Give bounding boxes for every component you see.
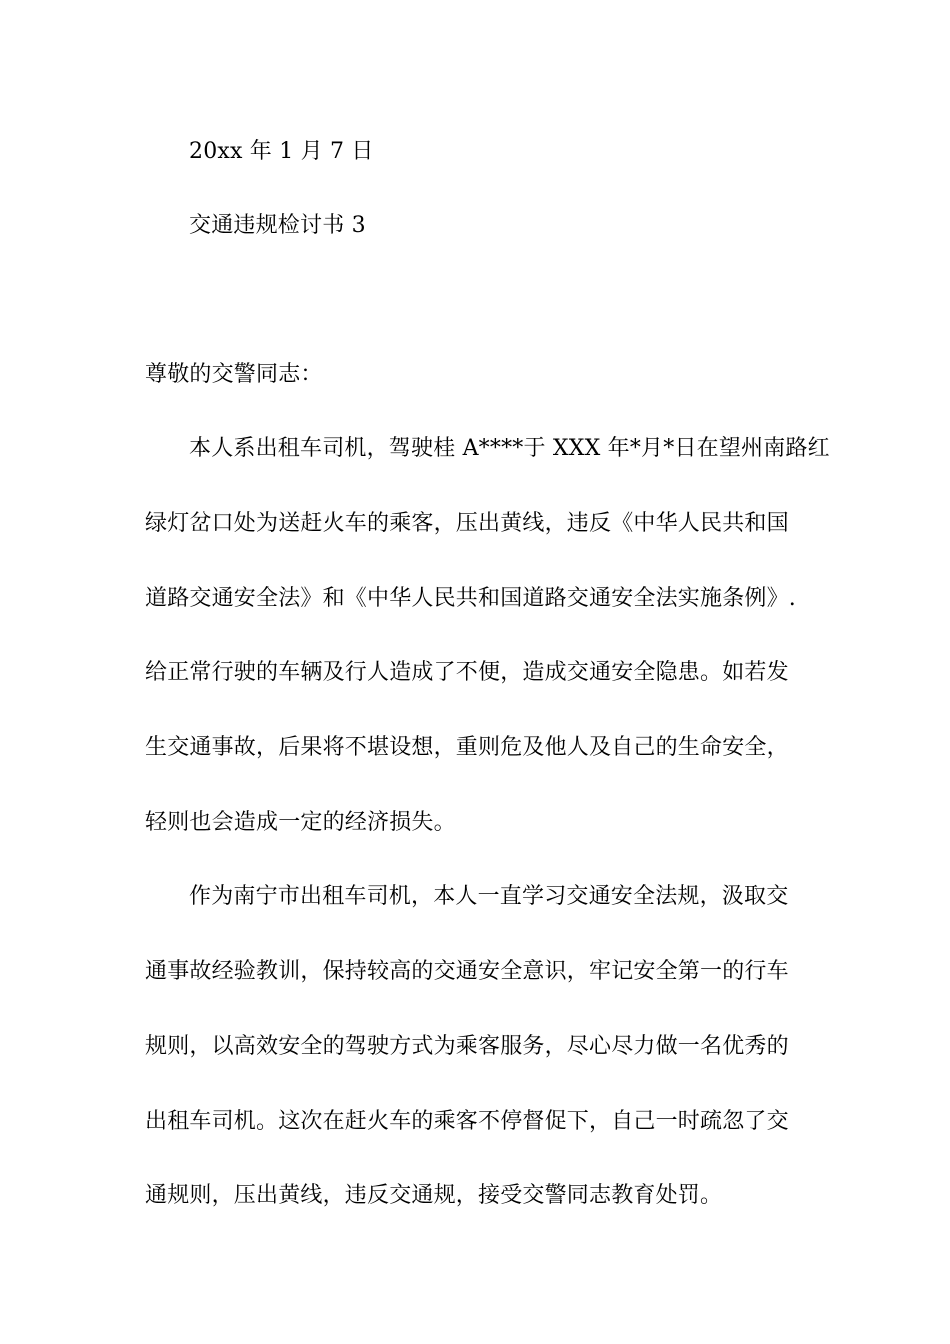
paragraph-2-line-5: 通规则，压出黄线，违反交通规，接受交警同志教育处罚。 xyxy=(145,1183,723,1208)
salutation: 尊敬的交警同志： xyxy=(145,362,323,387)
paragraph-2-line-3: 规则，以高效安全的驾驶方式为乘客服务，尽心尽力做一名优秀的 xyxy=(145,1034,789,1059)
paragraph-1-line-6: 轻则也会造成一定的经济损失。 xyxy=(145,810,456,835)
paragraph-1-line-4: 给正常行驶的车辆及行人造成了不便，造成交通安全隐患。如若发 xyxy=(145,660,789,685)
paragraph-1-line-2: 绿灯岔口处为送赶火车的乘客，压出黄线，违反《中华人民共和国 xyxy=(145,511,789,536)
paragraph-1-line-1: 本人系出租车司机，驾驶桂 A****于 XXX 年*月*日在望州南路红 xyxy=(189,436,830,461)
paragraph-2-line-2: 通事故经验教训，保持较高的交通安全意识，牢记安全第一的行车 xyxy=(145,959,789,984)
paragraph-2-line-4: 出租车司机。这次在赶火车的乘客不停督促下，自己一时疏忽了交 xyxy=(145,1109,789,1134)
document-title: 交通违规检讨书 3 xyxy=(189,213,366,238)
paragraph-1-line-3: 道路交通安全法》和《中华人民共和国道路交通安全法实施条例》. xyxy=(145,586,796,611)
paragraph-1-line-5: 生交通事故，后果将不堪设想，重则危及他人及自己的生命安全， xyxy=(145,735,789,760)
date-line: 20xx 年 1 月 7 日 xyxy=(189,139,374,164)
paragraph-2-line-1: 作为南宁市出租车司机，本人一直学习交通安全法规，汲取交 xyxy=(189,884,789,909)
